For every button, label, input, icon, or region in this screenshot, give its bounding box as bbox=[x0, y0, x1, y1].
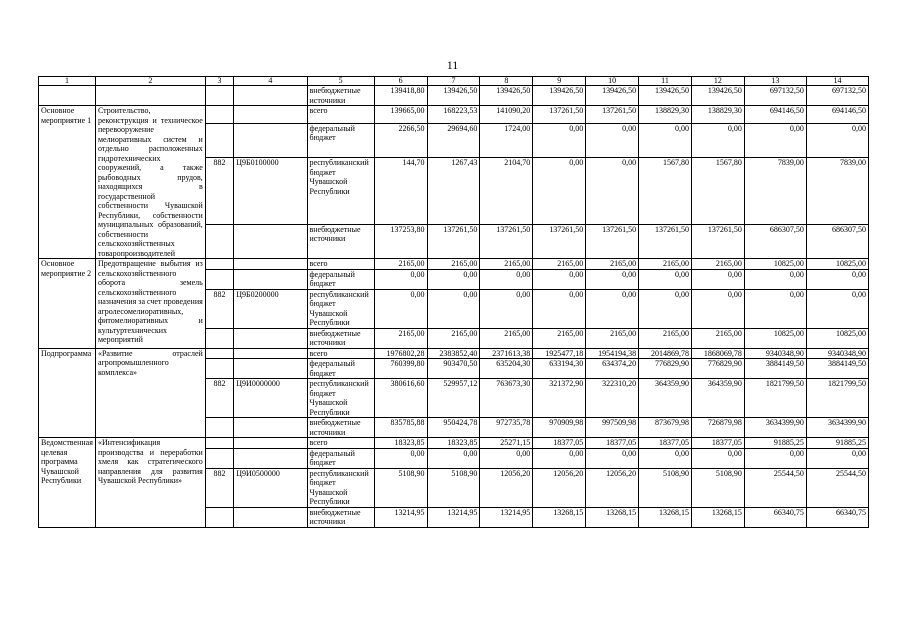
empty-cell bbox=[205, 359, 233, 379]
amount-cell: 13268,15 bbox=[639, 507, 692, 527]
funding-source: внебюджетные источники bbox=[307, 507, 374, 527]
amount-cell: 2165,00 bbox=[374, 328, 427, 348]
amount-cell: 5108,90 bbox=[374, 468, 427, 507]
empty-cell bbox=[205, 418, 233, 438]
empty-cell bbox=[205, 86, 233, 106]
program-name: Ведомственная целевая программа Чувашской Республики bbox=[39, 438, 96, 528]
amount-cell: 997509,98 bbox=[586, 418, 639, 438]
amount-cell: 137261,50 bbox=[586, 106, 639, 124]
amount-cell: 13214,95 bbox=[480, 507, 533, 527]
program-name: Основное мероприятие 2 bbox=[39, 259, 96, 349]
column-header-12: 12 bbox=[691, 77, 744, 86]
column-header-1: 1 bbox=[39, 77, 96, 86]
empty-cell bbox=[234, 328, 307, 348]
amount-cell: 0,00 bbox=[586, 289, 639, 328]
amount-cell: 12056,20 bbox=[480, 468, 533, 507]
amount-cell: 3634399,90 bbox=[806, 418, 868, 438]
amount-cell: 138829,30 bbox=[691, 106, 744, 124]
budget-classification-code: Ц9И0000000 bbox=[234, 379, 307, 418]
grbs-code: 882 bbox=[205, 468, 233, 507]
amount-cell: 0,00 bbox=[806, 269, 868, 289]
funding-source: всего bbox=[307, 348, 374, 359]
program-description: «Интенсификация производства и переработки хмеля как стратегического направления для развития Чувашской Республики» bbox=[95, 438, 205, 528]
amount-cell: 0,00 bbox=[427, 289, 480, 328]
amount-cell: 18377,05 bbox=[586, 438, 639, 449]
funding-source: федеральный бюджет bbox=[307, 359, 374, 379]
amount-cell: 2165,00 bbox=[586, 259, 639, 270]
amount-cell: 0,00 bbox=[639, 448, 692, 468]
amount-cell: 726879,98 bbox=[691, 418, 744, 438]
column-header-2: 2 bbox=[95, 77, 205, 86]
amount-cell: 322310,20 bbox=[586, 379, 639, 418]
empty-cell bbox=[205, 448, 233, 468]
funding-source: всего bbox=[307, 438, 374, 449]
program-description: Строительство, реконструкция и техническое перевооружение мелиоративных систем и отдельно расположенных гидротехнических сооружений, а также рыбоводных прудов, находящихся в государственной собственности Чувашской Республики, собственности муниципальных образований, собственности сельскохозяйственных товаропроизводителей bbox=[95, 106, 205, 259]
amount-cell: 144,70 bbox=[374, 158, 427, 225]
amount-cell: 634374,20 bbox=[586, 359, 639, 379]
amount-cell: 1267,43 bbox=[427, 158, 480, 225]
amount-cell: 635204,30 bbox=[480, 359, 533, 379]
budget-classification-code: Ц9И0500000 bbox=[234, 468, 307, 507]
empty-cell bbox=[234, 507, 307, 527]
empty-cell bbox=[234, 123, 307, 157]
empty-cell bbox=[234, 348, 307, 359]
empty-cell bbox=[205, 328, 233, 348]
amount-cell: 0,00 bbox=[691, 123, 744, 157]
empty-cell bbox=[234, 448, 307, 468]
amount-cell: 2165,00 bbox=[480, 259, 533, 270]
amount-cell: 2165,00 bbox=[374, 259, 427, 270]
funding-source: внебюджетные источники bbox=[307, 224, 374, 258]
amount-cell: 91885,25 bbox=[744, 438, 806, 449]
amount-cell: 2383852,40 bbox=[427, 348, 480, 359]
amount-cell: 3634399,90 bbox=[744, 418, 806, 438]
amount-cell: 66340,75 bbox=[744, 507, 806, 527]
amount-cell: 873679,98 bbox=[639, 418, 692, 438]
amount-cell: 1954194,38 bbox=[586, 348, 639, 359]
amount-cell: 13268,15 bbox=[533, 507, 586, 527]
amount-cell: 776829,90 bbox=[639, 359, 692, 379]
amount-cell: 13214,95 bbox=[374, 507, 427, 527]
amount-cell: 0,00 bbox=[586, 448, 639, 468]
amount-cell: 529957,12 bbox=[427, 379, 480, 418]
amount-cell: 694146,50 bbox=[744, 106, 806, 124]
column-header-7: 7 bbox=[427, 77, 480, 86]
amount-cell: 2165,00 bbox=[480, 328, 533, 348]
funding-source: всего bbox=[307, 259, 374, 270]
amount-cell: 139426,50 bbox=[427, 86, 480, 106]
amount-cell: 168223,53 bbox=[427, 106, 480, 124]
amount-cell: 0,00 bbox=[639, 269, 692, 289]
amount-cell: 0,00 bbox=[533, 289, 586, 328]
amount-cell: 364359,90 bbox=[639, 379, 692, 418]
empty-cell bbox=[95, 86, 205, 106]
amount-cell: 1567,80 bbox=[691, 158, 744, 225]
amount-cell: 1724,00 bbox=[480, 123, 533, 157]
amount-cell: 321372,90 bbox=[533, 379, 586, 418]
funding-source: федеральный бюджет bbox=[307, 448, 374, 468]
amount-cell: 0,00 bbox=[744, 448, 806, 468]
amount-cell: 0,00 bbox=[480, 448, 533, 468]
funding-source: внебюджетные источники bbox=[307, 86, 374, 106]
amount-cell: 0,00 bbox=[806, 123, 868, 157]
amount-cell: 697132,50 bbox=[806, 86, 868, 106]
amount-cell: 2371613,38 bbox=[480, 348, 533, 359]
amount-cell: 0,00 bbox=[691, 269, 744, 289]
program-name: Подпрограмма bbox=[39, 348, 96, 438]
amount-cell: 0,00 bbox=[480, 289, 533, 328]
amount-cell: 0,00 bbox=[691, 289, 744, 328]
amount-cell: 141090,20 bbox=[480, 106, 533, 124]
amount-cell: 2165,00 bbox=[639, 259, 692, 270]
amount-cell: 18323,85 bbox=[374, 438, 427, 449]
amount-cell: 91885,25 bbox=[806, 438, 868, 449]
amount-cell: 0,00 bbox=[744, 289, 806, 328]
amount-cell: 763673,30 bbox=[480, 379, 533, 418]
column-header-14: 14 bbox=[806, 77, 868, 86]
amount-cell: 1821799,50 bbox=[744, 379, 806, 418]
amount-cell: 10825,00 bbox=[806, 328, 868, 348]
amount-cell: 12056,20 bbox=[533, 468, 586, 507]
amount-cell: 380616,60 bbox=[374, 379, 427, 418]
empty-cell bbox=[205, 269, 233, 289]
amount-cell: 0,00 bbox=[639, 289, 692, 328]
funding-source: республиканский бюджет Чувашской Республики bbox=[307, 468, 374, 507]
amount-cell: 1976802,28 bbox=[374, 348, 427, 359]
column-header-5: 5 bbox=[307, 77, 374, 86]
funding-source: республиканский бюджет Чувашской Республики bbox=[307, 379, 374, 418]
funding-source: внебюджетные источники bbox=[307, 418, 374, 438]
grbs-code: 882 bbox=[205, 289, 233, 328]
amount-cell: 139426,50 bbox=[639, 86, 692, 106]
amount-cell: 0,00 bbox=[533, 123, 586, 157]
amount-cell: 686307,50 bbox=[806, 224, 868, 258]
amount-cell: 9340348,90 bbox=[806, 348, 868, 359]
amount-cell: 137261,50 bbox=[586, 224, 639, 258]
amount-cell: 25544,50 bbox=[806, 468, 868, 507]
table-row bbox=[39, 259, 869, 270]
amount-cell: 0,00 bbox=[744, 123, 806, 157]
amount-cell: 0,00 bbox=[639, 123, 692, 157]
amount-cell: 139418,80 bbox=[374, 86, 427, 106]
amount-cell: 139665,00 bbox=[374, 106, 427, 124]
amount-cell: 2104,70 bbox=[480, 158, 533, 225]
amount-cell: 18377,05 bbox=[691, 438, 744, 449]
empty-cell bbox=[234, 438, 307, 449]
amount-cell: 1821799,50 bbox=[806, 379, 868, 418]
empty-cell bbox=[234, 259, 307, 270]
amount-cell: 2165,00 bbox=[427, 259, 480, 270]
empty-cell bbox=[205, 259, 233, 270]
amount-cell: 686307,50 bbox=[744, 224, 806, 258]
amount-cell: 760399,80 bbox=[374, 359, 427, 379]
amount-cell: 2014869,78 bbox=[639, 348, 692, 359]
empty-cell bbox=[39, 86, 96, 106]
amount-cell: 694146,50 bbox=[806, 106, 868, 124]
amount-cell: 0,00 bbox=[691, 448, 744, 468]
amount-cell: 3884149,50 bbox=[744, 359, 806, 379]
amount-cell: 13268,15 bbox=[691, 507, 744, 527]
amount-cell: 0,00 bbox=[374, 448, 427, 468]
table-body bbox=[39, 77, 869, 528]
amount-cell: 0,00 bbox=[806, 289, 868, 328]
column-header-3: 3 bbox=[205, 77, 233, 86]
empty-cell bbox=[234, 86, 307, 106]
amount-cell: 12056,20 bbox=[586, 468, 639, 507]
amount-cell: 0,00 bbox=[744, 269, 806, 289]
amount-cell: 137261,50 bbox=[691, 224, 744, 258]
amount-cell: 139426,50 bbox=[691, 86, 744, 106]
amount-cell: 66340,75 bbox=[806, 507, 868, 527]
amount-cell: 0,00 bbox=[533, 448, 586, 468]
amount-cell: 0,00 bbox=[533, 269, 586, 289]
empty-cell bbox=[205, 224, 233, 258]
program-description: «Развитие отраслей агропромышленного комплекса» bbox=[95, 348, 205, 438]
amount-cell: 0,00 bbox=[374, 289, 427, 328]
amount-cell: 0,00 bbox=[427, 269, 480, 289]
amount-cell: 0,00 bbox=[806, 448, 868, 468]
amount-cell: 2165,00 bbox=[427, 328, 480, 348]
empty-cell bbox=[205, 348, 233, 359]
amount-cell: 10825,00 bbox=[806, 259, 868, 270]
amount-cell: 139426,50 bbox=[533, 86, 586, 106]
program-description: Предотвращение выбытия из сельскохозяйственного оборота земель сельскохозяйственного назначения за счет проведения агролесомелиоративных, фитомелиоративных и культуртехнических мероприятий bbox=[95, 259, 205, 349]
amount-cell: 18323,85 bbox=[427, 438, 480, 449]
column-header-9: 9 bbox=[533, 77, 586, 86]
amount-cell: 9340348,90 bbox=[744, 348, 806, 359]
amount-cell: 137253,80 bbox=[374, 224, 427, 258]
amount-cell: 697132,50 bbox=[744, 86, 806, 106]
amount-cell: 7839,00 bbox=[744, 158, 806, 225]
budget-table bbox=[38, 76, 869, 528]
amount-cell: 0,00 bbox=[586, 269, 639, 289]
amount-cell: 13268,15 bbox=[586, 507, 639, 527]
amount-cell: 2165,00 bbox=[691, 259, 744, 270]
funding-source: всего bbox=[307, 106, 374, 124]
column-header-11: 11 bbox=[639, 77, 692, 86]
amount-cell: 137261,50 bbox=[533, 224, 586, 258]
amount-cell: 5108,90 bbox=[639, 468, 692, 507]
amount-cell: 137261,50 bbox=[480, 224, 533, 258]
amount-cell: 2165,00 bbox=[586, 328, 639, 348]
amount-cell: 25544,50 bbox=[744, 468, 806, 507]
empty-cell bbox=[234, 359, 307, 379]
amount-cell: 137261,50 bbox=[639, 224, 692, 258]
header-row bbox=[39, 77, 869, 86]
funding-source: республиканский бюджет Чувашской Республики bbox=[307, 289, 374, 328]
amount-cell: 950424,78 bbox=[427, 418, 480, 438]
amount-cell: 0,00 bbox=[533, 158, 586, 225]
column-header-8: 8 bbox=[480, 77, 533, 86]
empty-cell bbox=[205, 123, 233, 157]
amount-cell: 970909,98 bbox=[533, 418, 586, 438]
amount-cell: 0,00 bbox=[586, 123, 639, 157]
amount-cell: 633194,30 bbox=[533, 359, 586, 379]
column-header-10: 10 bbox=[586, 77, 639, 86]
empty-cell bbox=[205, 507, 233, 527]
empty-cell bbox=[234, 269, 307, 289]
empty-cell bbox=[234, 106, 307, 124]
amount-cell: 2165,00 bbox=[691, 328, 744, 348]
amount-cell: 138829,30 bbox=[639, 106, 692, 124]
amount-cell: 835785,88 bbox=[374, 418, 427, 438]
column-header-13: 13 bbox=[744, 77, 806, 86]
table-row bbox=[39, 348, 869, 359]
amount-cell: 7839,00 bbox=[806, 158, 868, 225]
amount-cell: 3884149,50 bbox=[806, 359, 868, 379]
amount-cell: 1567,80 bbox=[639, 158, 692, 225]
amount-cell: 2165,00 bbox=[533, 328, 586, 348]
grbs-code: 882 bbox=[205, 158, 233, 225]
funding-source: федеральный бюджет bbox=[307, 269, 374, 289]
amount-cell: 139426,50 bbox=[480, 86, 533, 106]
amount-cell: 5108,90 bbox=[691, 468, 744, 507]
column-header-4: 4 bbox=[234, 77, 307, 86]
amount-cell: 25271,15 bbox=[480, 438, 533, 449]
amount-cell: 364359,90 bbox=[691, 379, 744, 418]
amount-cell: 1925477,18 bbox=[533, 348, 586, 359]
amount-cell: 0,00 bbox=[374, 269, 427, 289]
budget-classification-code: Ц9Б0200000 bbox=[234, 289, 307, 328]
funding-source: внебюджетные источники bbox=[307, 328, 374, 348]
amount-cell: 5108,90 bbox=[427, 468, 480, 507]
amount-cell: 776829,90 bbox=[691, 359, 744, 379]
amount-cell: 18377,05 bbox=[639, 438, 692, 449]
funding-source: республиканский бюджет Чувашской Республики bbox=[307, 158, 374, 225]
amount-cell: 10825,00 bbox=[744, 259, 806, 270]
empty-cell bbox=[234, 224, 307, 258]
amount-cell: 137261,50 bbox=[533, 106, 586, 124]
amount-cell: 903470,50 bbox=[427, 359, 480, 379]
amount-cell: 10825,00 bbox=[744, 328, 806, 348]
table-row bbox=[39, 106, 869, 124]
amount-cell: 18377,05 bbox=[533, 438, 586, 449]
amount-cell: 0,00 bbox=[586, 158, 639, 225]
column-header-6: 6 bbox=[374, 77, 427, 86]
funding-source: федеральный бюджет bbox=[307, 123, 374, 157]
amount-cell: 972735,78 bbox=[480, 418, 533, 438]
grbs-code: 882 bbox=[205, 379, 233, 418]
amount-cell: 139426,50 bbox=[586, 86, 639, 106]
carry-over-row bbox=[39, 86, 869, 106]
amount-cell: 13214,95 bbox=[427, 507, 480, 527]
page-number: 11 bbox=[446, 58, 459, 72]
program-name: Основное мероприятие 1 bbox=[39, 106, 96, 259]
table-row bbox=[39, 438, 869, 449]
empty-cell bbox=[234, 418, 307, 438]
amount-cell: 137261,50 bbox=[427, 224, 480, 258]
amount-cell: 2165,00 bbox=[533, 259, 586, 270]
empty-cell bbox=[205, 438, 233, 449]
amount-cell: 29694,60 bbox=[427, 123, 480, 157]
amount-cell: 0,00 bbox=[480, 269, 533, 289]
amount-cell: 1868069,78 bbox=[691, 348, 744, 359]
amount-cell: 2266,50 bbox=[374, 123, 427, 157]
amount-cell: 2165,00 bbox=[639, 328, 692, 348]
empty-cell bbox=[205, 106, 233, 124]
budget-classification-code: Ц9Б0100000 bbox=[234, 158, 307, 225]
amount-cell: 0,00 bbox=[427, 448, 480, 468]
